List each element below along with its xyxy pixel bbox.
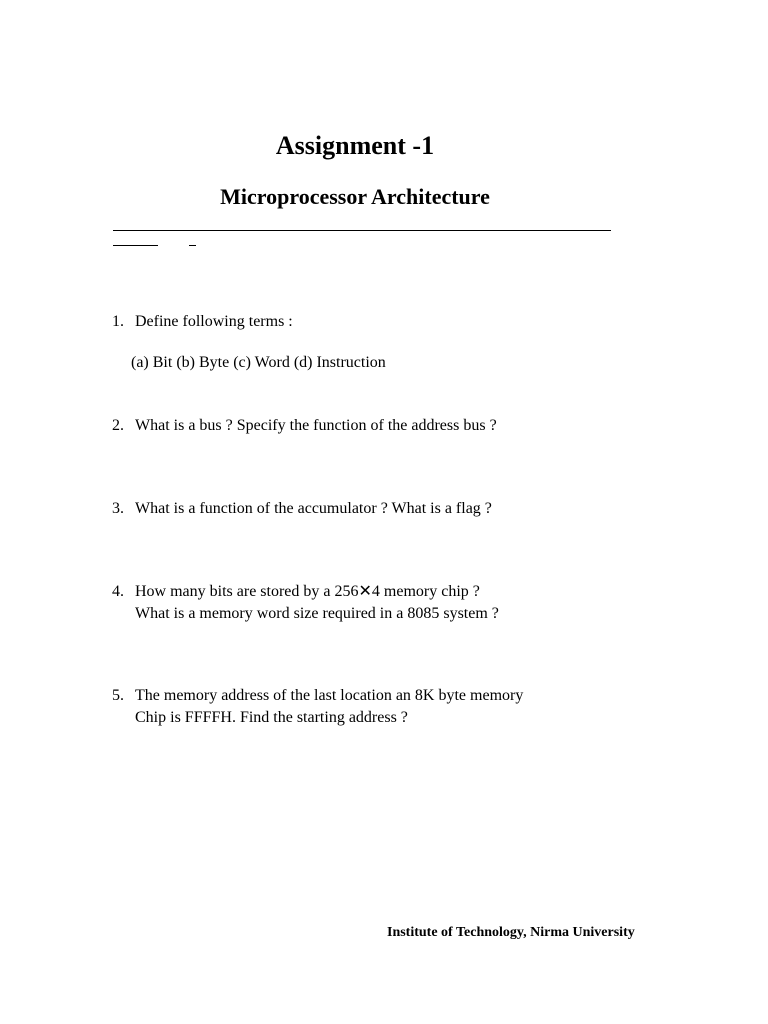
question-1-terms: (a) Bit (b) Byte (c) Word (d) Instruction bbox=[131, 354, 386, 371]
question-text: What is a function of the accumulator ? What is a flag ? bbox=[135, 500, 492, 517]
question-text: How many bits are stored by a 256✕4 memory chip ? bbox=[135, 583, 480, 600]
question-1 bbox=[112, 311, 293, 333]
question-2 bbox=[112, 415, 497, 437]
page-title: Assignment -1 bbox=[275, 131, 435, 160]
question-text: What is a bus ? Specify the function of the address bus ? bbox=[135, 417, 497, 434]
question-4 bbox=[112, 581, 499, 625]
horizontal-rule-mark bbox=[189, 245, 196, 246]
horizontal-rule bbox=[113, 230, 611, 231]
question-number: 4. bbox=[112, 583, 124, 600]
question-number: 1. bbox=[112, 313, 124, 330]
question-text: The memory address of the last location an 8K byte memory bbox=[135, 687, 524, 704]
question-number: 5. bbox=[112, 687, 124, 704]
question-number: 2. bbox=[112, 417, 124, 434]
question-text-continued: What is a memory word size required in a 8085 system ? bbox=[135, 605, 499, 622]
question-3 bbox=[112, 498, 492, 520]
question-text: Define following terms : bbox=[135, 313, 293, 330]
question-5 bbox=[112, 685, 523, 729]
question-text-continued: Chip is FFFFH. Find the starting address ? bbox=[135, 709, 408, 726]
horizontal-rule-short bbox=[113, 245, 158, 246]
page-subtitle: Microprocessor Architecture bbox=[220, 184, 490, 209]
page-footer: Institute of Technology, Nirma University bbox=[387, 925, 635, 940]
question-number: 3. bbox=[112, 500, 124, 517]
